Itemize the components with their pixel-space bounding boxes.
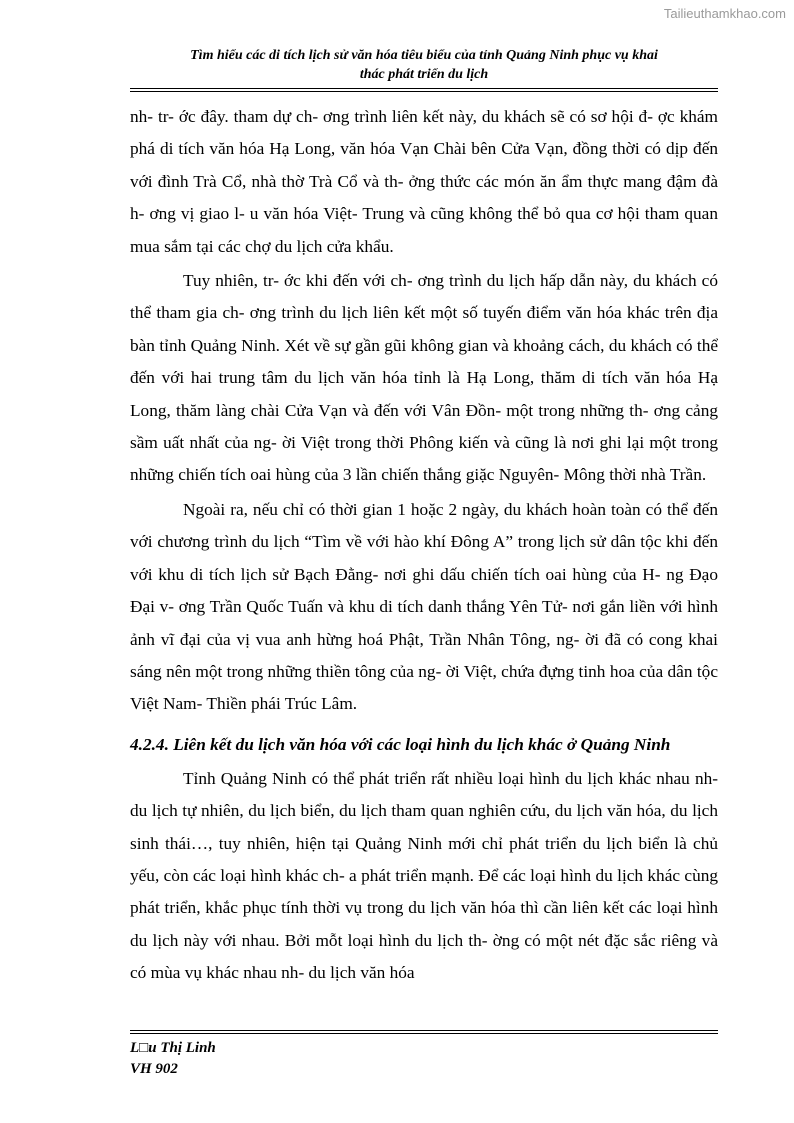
paragraph-3: Ngoài ra, nếu chỉ có thời gian 1 hoặc 2 ngày, du khách hoàn toàn có thể đến với chương trình du lịch “Tìm về với hào khí Đông A” trong lịch sử dân tộc khi đến với khu di tích lịch sử Bạch Đằng- nơi ghi dấu chiến tích oai hùng của H- ng Đạo Đại v- ơng Trần Quốc Tuấn và khu di tích danh thắng Yên Tử- nơi gắn liền với hình ảnh vĩ đại của vị vua anh hừng hoá Phật, Trần Nhân Tông, ng- ời đã có cong khai sáng nên một trong những thiền tông của ng- ời Việt, chứa đựng tinh hoa của dân tộc Việt Nam- Thiền phái Trúc Lâm. [130,499,718,714]
watermark: Tailieuthamkhao.com [663,6,786,21]
footer-rule [130,1030,718,1031]
header-rule-thin [130,91,718,92]
header-line-2: thác phát triển du lịch [359,67,489,82]
header-line-1: Tìm hiểu các di tích lịch sử văn hóa tiêu biểu của tỉnh Quảng Ninh phục vụ khai [190,48,658,63]
running-header [130,46,718,84]
section-paragraph: Tỉnh Quảng Ninh có thể phát triển rất nhiều loại hình du lịch khác nhau nh- du lịch tự nhiên, du lịch biển, du lịch tham quan nghiên cứu, du lịch văn hóa, du lịch sinh thái…, tuy nhiên, hiện tại Quảng Ninh mới chỉ phát triển du lịch biển là chủ yếu, còn các loại hình khác ch- a phát triển mạnh. Để các loại hình du lịch khác cùng phát triển, khắc phục tính thời vụ trong du lịch văn hóa thì cần liên kết các loại hình du lịch này với nhau. Bởi mỗt loại hình du lịch th- ờng có một nét đặc sắc riêng và có mùa vụ khác nhau nh- du lịch văn hóa [130,768,718,983]
footer-class: VH 902 [130,1061,178,1077]
header-rule [130,88,718,89]
footer-rule-thin [130,1033,718,1034]
paragraph-2: Tuy nhiên, tr- ớc khi đến với ch- ơng trình du lịch hấp dẫn này, du khách có thể tham gia ch- ơng trình du lịch liên kết một số tuyến điểm văn hóa khác trên địa bàn tỉnh Quảng Ninh. Xét về sự gần gũi không gian và khoảng cách, du khách có thể đến với hai trung tâm du lịch văn hóa tỉnh là Hạ Long, thăm di tích văn hóa Hạ Long, thăm làng chài Cửa Vạn và đến với Vân Đồn- một trong những th- ơng cảng sầm uất nhất của ng- ời Việt trong thời Phông kiến và cũng là nơi ghi lại một trong những chiến tích oai hùng của 3 lần chiến thắng giặc Nguyên- Mông thời nhà Trần. [130,271,718,485]
section-heading: 4.2.4. Liên kết du lịch văn hóa với các loại hình du lịch khác ở Quảng Ninh [130,734,671,754]
footer [130,1038,216,1080]
page-body [130,101,718,990]
paragraph-1: nh- tr- ớc đây. tham dự ch- ơng trình liên kết này, du khách sẽ có sơ hội đ- ợc khám phá di tích văn hóa Hạ Long, văn hóa Vạn Chài bên Cửa Vạn, đồng thời có dịp đến với đình Trà Cổ, nhà thờ Trà Cổ và th- ởng thức các món ăn ẩm thực mang đậm đà h- ơng vị giao l- u văn hóa Việt- Trung và cũng không thể bỏ qua cơ hội tham quan mua sắm tại các chợ du lịch cửa khẩu. [130,107,718,256]
footer-author: L□u Thị Linh [130,1040,216,1056]
